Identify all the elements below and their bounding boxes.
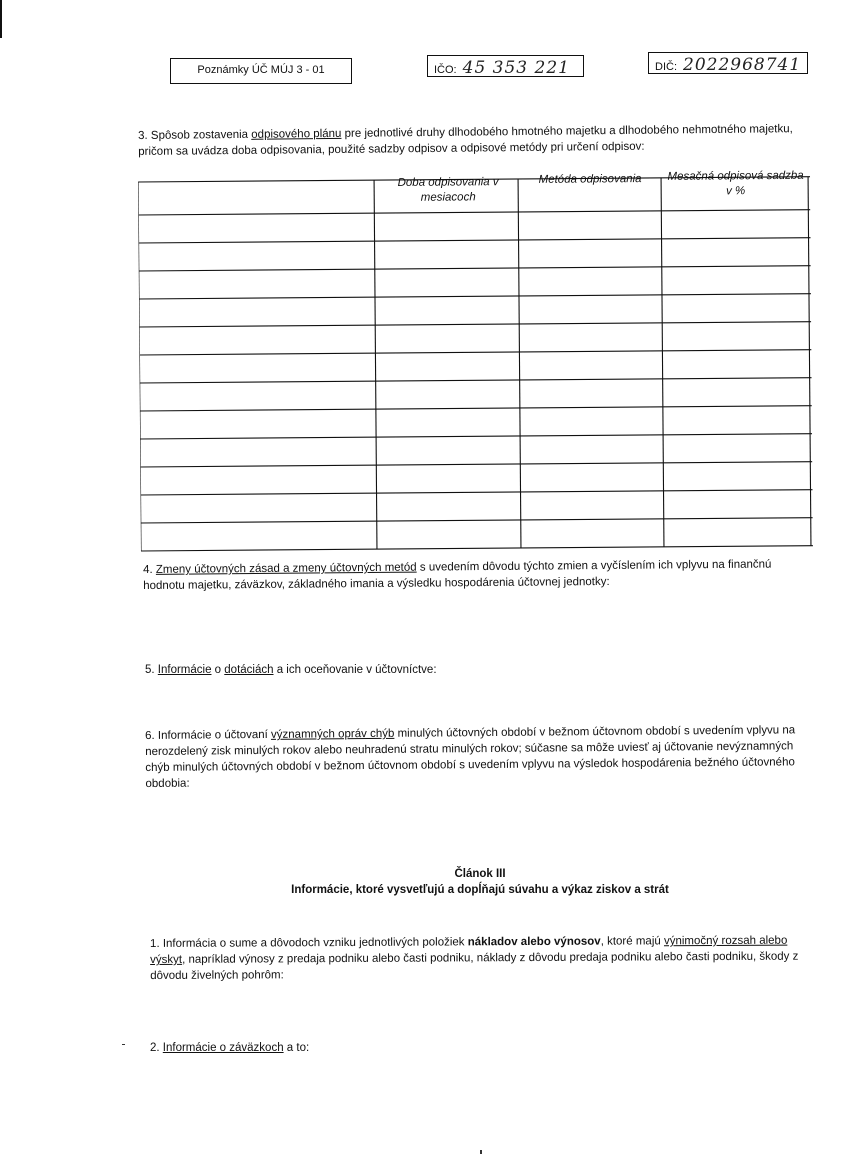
- item-2-link: Informácie o záväzkoch: [162, 1042, 284, 1054]
- article-3-subtitle: Informácie, ktoré vysvetľujú a dopĺňajú súvahu a výkaz ziskov a strát: [291, 884, 669, 896]
- scan-dot: [122, 1044, 125, 1045]
- ico-label: IČO:: [434, 64, 457, 76]
- section-5-text: [145, 662, 545, 678]
- ico-value: 45 353 221: [462, 58, 570, 78]
- table-row-line: [140, 378, 812, 383]
- item-2-text: [150, 1040, 450, 1056]
- table-row-line: [140, 462, 812, 467]
- table-row-line: [141, 490, 813, 495]
- table-row-line: [140, 406, 812, 411]
- table-header-border: [138, 210, 810, 215]
- scan-edge-mark: [0, 0, 2, 38]
- ico-box: [427, 55, 584, 77]
- section-5-num: 5.: [145, 664, 158, 676]
- section-5-link-informacie: Informácie: [157, 664, 212, 676]
- depreciation-table-grid: [138, 167, 813, 552]
- table-row-line: [139, 322, 811, 327]
- section-5-link-dotacie: dotáciách: [224, 664, 274, 676]
- item-1-post: , napríklad výnosy z predaja podniku alebo časti podniku, náklady z dôvodu predaja podniku alebo časti podniku, škody z dôvodu živelných pohrôm:: [150, 950, 799, 982]
- table-row-line: [141, 518, 813, 523]
- table-left-border: [138, 182, 141, 551]
- section-6-text: [145, 722, 816, 792]
- depreciation-table: [138, 167, 813, 552]
- header-sadzba: Mesačná odpisová sadzba v %: [667, 169, 804, 198]
- table-column-line: [374, 180, 377, 549]
- table-column-line: [661, 178, 664, 547]
- section-4-post: s uvedením dôvodu týchto zmien a vyčíslením ich vplyvu na finančnú hodnotu majetku, záväzkov, základného imania a výsledku hospodárenia účtovnej jednotky:: [143, 558, 772, 592]
- header-metoda: Metóda odpisovania: [538, 173, 642, 186]
- item-1-bold: nákladov alebo výnosov: [467, 935, 601, 949]
- section-6-post: minulých účtovných období v bežnom účtovnom období s uvedením vplyvu na nerozdelený zisk minulých rokov alebo neuhradenú stratu minulých rokov; súčasne sa môže uviesť aj účtovanie nevýznamných chýb minulých účtovných období v bežnom účtovnom období s uvedením vplyvu na výsledok hospodárenia bežného účtovného obdobia:: [145, 724, 796, 790]
- poznamky-label: Poznámky ÚČ MÚJ 3 - 01: [197, 64, 325, 76]
- section-3-pre: 3. Spôsob zostavenia: [138, 128, 252, 142]
- table-row-line: [141, 546, 813, 551]
- scan-dot-bottom: [480, 1150, 482, 1154]
- table-row-line: [139, 294, 811, 299]
- dic-value: 2022968741: [683, 55, 802, 75]
- table-row-line: [139, 238, 811, 243]
- section-3-post: pre jednotlivé druhy dlhodobého hmotného majetku a dlhodobého nehmotného majetku, pričom sa uvádza doba odpisovania, použité sadzby odpisov a odpisové metódy pri určení odpisov:: [138, 123, 793, 158]
- section-6-link: významných opráv chýb: [270, 727, 395, 741]
- item-2-num: 2.: [150, 1042, 163, 1054]
- table-row-line: [140, 434, 812, 439]
- dic-box: [648, 52, 808, 74]
- item-1-text: [150, 933, 815, 984]
- article-3-title: Článok III: [454, 868, 506, 880]
- item-1-pre: 1. Informácia o sume a dôvodoch vzniku jednotlivých položiek: [150, 936, 468, 950]
- table-column-line: [518, 179, 521, 548]
- section-5-post: a ich oceňovanie v účtovníctve:: [273, 664, 437, 676]
- dic-label: DIČ:: [655, 61, 677, 73]
- section-6-pre: 6. Informácie o účtovaní: [145, 728, 272, 742]
- table-right-border: [808, 177, 811, 546]
- item-1-link: výnimočný rozsah alebo výskyt: [150, 934, 788, 966]
- section-5-mid: o: [211, 664, 225, 676]
- section-3-text: [138, 121, 818, 160]
- table-row-line: [139, 350, 811, 355]
- item-2-post: a to:: [283, 1042, 310, 1054]
- section-4-num: 4.: [143, 563, 156, 576]
- section-4-link: Zmeny účtovných zásad a zmeny účtovných metód: [155, 561, 417, 576]
- article-3-heading: [260, 866, 700, 898]
- poznamky-box: [170, 58, 352, 84]
- table-row-line: [139, 266, 811, 271]
- item-1-mid: , ktoré majú: [600, 935, 664, 948]
- header-doba: Doba odpisovania v mesiacoch: [397, 176, 499, 204]
- section-3-link: odpisového plánu: [251, 127, 342, 141]
- section-4-text: [143, 556, 813, 594]
